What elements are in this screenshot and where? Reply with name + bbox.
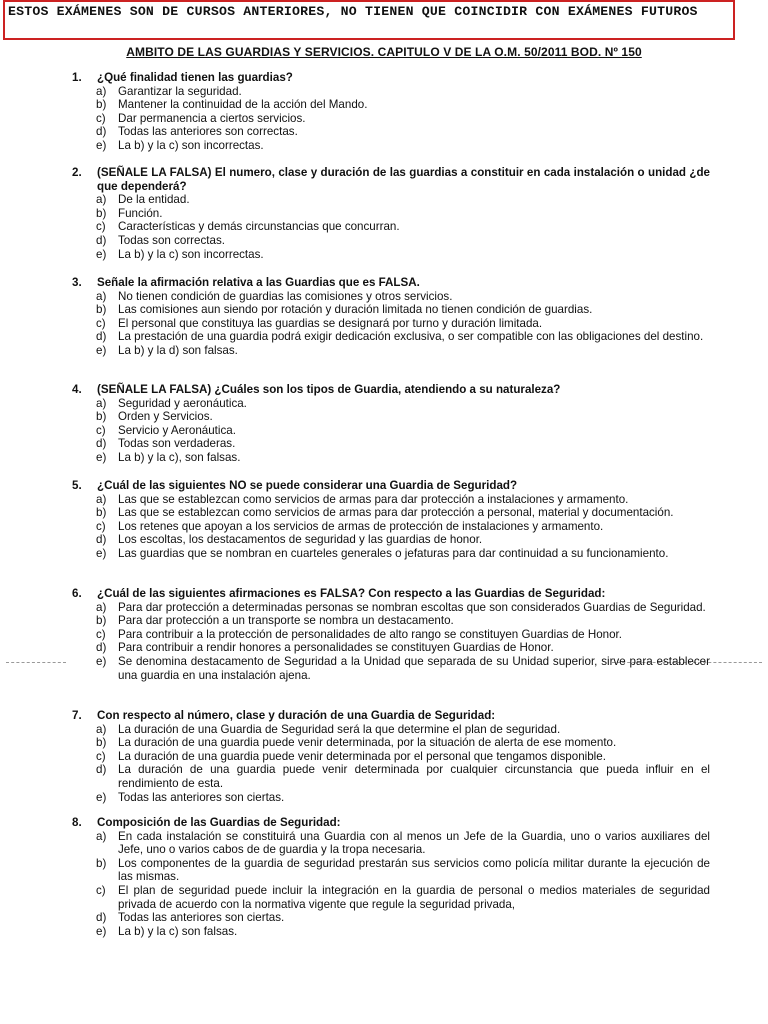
option-text: La b) y la c) son falsas.: [118, 924, 238, 938]
option-text: Todas son verdaderas.: [118, 437, 236, 451]
option-text: Todas las anteriores son ciertas.: [118, 911, 285, 925]
option-letter: b): [96, 506, 107, 520]
option-letter: d): [96, 533, 107, 547]
warning-banner: [3, 0, 735, 40]
option-letter: d): [96, 233, 107, 247]
option-letter: b): [96, 614, 107, 628]
option-letter: b): [96, 206, 107, 220]
answer-option: [0, 85, 768, 99]
option-text: Las que se establezcan como servicios de armas para dar protección a instalaciones y armamento.: [118, 492, 629, 506]
option-text: Para contribuir a rendir honores a personalidades se constituyen Guardias de Honor.: [118, 641, 554, 655]
option-letter: c): [96, 111, 106, 125]
answer-option: [0, 655, 768, 682]
option-text: Orden y Servicios.: [118, 410, 213, 424]
answer-option: [0, 736, 768, 750]
question-text: (SEÑALE LA FALSA) El numero, clase y duración de las guardias a constituir en cada instalación o unidad ¿de que dependerá?: [97, 166, 710, 193]
answer-option: [0, 193, 768, 207]
option-letter: b): [96, 410, 107, 424]
option-letter: e): [96, 924, 107, 938]
option-letter: c): [96, 423, 106, 437]
question-heading: [0, 709, 768, 723]
answer-option: [0, 925, 768, 939]
question-heading: [0, 71, 768, 85]
question-heading: [0, 816, 768, 830]
question-number: 3.: [72, 276, 82, 289]
option-letter: a): [96, 84, 107, 98]
option-text: De la entidad.: [118, 193, 190, 207]
option-letter: b): [96, 856, 107, 870]
answer-option: [0, 290, 768, 304]
option-text: La b) y la c) son incorrectas.: [118, 247, 264, 261]
answer-option: [0, 547, 768, 561]
question-text: ¿Qué finalidad tienen las guardias?: [97, 71, 293, 84]
answer-option: [0, 614, 768, 628]
option-letter: c): [96, 220, 106, 234]
option-text: Características y demás circunstancias que concurran.: [118, 220, 400, 234]
answer-option: [0, 317, 768, 331]
option-letter: a): [96, 829, 107, 843]
option-text: Se denomina destacamento de Seguridad a la Unidad que separada de su Unidad superior, sirve para establecer una guardia en una instalación ajena.: [118, 654, 710, 682]
option-letter: c): [96, 883, 106, 897]
answer-option: [0, 112, 768, 126]
option-text: En cada instalación se constituirá una Guardia con al menos un Jefe de la Guardia, uno o varios auxiliares del Jefe, uno o varios cabos de de guardia y la tropa necesaria.: [118, 829, 710, 857]
answer-option: [0, 139, 768, 153]
question-heading: [0, 166, 768, 193]
option-text: Función.: [118, 206, 163, 220]
option-text: Seguridad y aeronáutica.: [118, 396, 247, 410]
question-heading: [0, 383, 768, 397]
option-letter: a): [96, 600, 107, 614]
question-2: [0, 166, 768, 261]
option-text: Todas las anteriores son correctas.: [118, 125, 298, 139]
question-text: Composición de las Guardias de Seguridad:: [97, 816, 341, 829]
option-text: Para dar protección a determinadas personas se nombran escoltas que son considerados Guardias de Seguridad.: [118, 600, 706, 614]
question-6: [0, 587, 768, 682]
option-letter: d): [96, 641, 107, 655]
option-text: La b) y la d) son falsas.: [118, 343, 238, 357]
option-letter: c): [96, 316, 106, 330]
option-letter: b): [96, 98, 107, 112]
option-text: La b) y la c), son falsas.: [118, 450, 241, 464]
option-letter: c): [96, 749, 106, 763]
option-letter: c): [96, 627, 106, 641]
question-1: [0, 71, 768, 153]
answer-option: [0, 98, 768, 112]
answer-option: [0, 763, 768, 790]
answer-option: [0, 220, 768, 234]
option-letter: d): [96, 437, 107, 451]
answer-option: [0, 451, 768, 465]
question-text: Con respecto al número, clase y duración de una Guardia de Seguridad:: [97, 709, 496, 722]
question-4: [0, 383, 768, 465]
question-heading: [0, 479, 768, 493]
option-text: Las que se establezcan como servicios de armas para dar protección a personal, material y documentación.: [118, 506, 674, 520]
option-letter: d): [96, 330, 107, 344]
option-text: No tienen condición de guardias las comisiones y otros servicios.: [118, 289, 453, 303]
option-letter: e): [96, 343, 107, 357]
option-letter: d): [96, 911, 107, 925]
warning-text: ESTOS EXÁMENES SON DE CURSOS ANTERIORES, NO TIENEN QUE COINCIDIR CON EXÁMENES FUTUROS: [8, 4, 698, 19]
option-letter: a): [96, 289, 107, 303]
answer-option: [0, 125, 768, 139]
option-letter: e): [96, 450, 107, 464]
option-text: Garantizar la seguridad.: [118, 84, 242, 98]
answer-option: [0, 533, 768, 547]
option-letter: e): [96, 138, 107, 152]
option-letter: a): [96, 492, 107, 506]
answer-option: [0, 437, 768, 451]
option-letter: d): [96, 763, 107, 777]
answer-option: [0, 884, 768, 911]
option-text: El personal que constituya las guardias se designará por turno y duración limitada.: [118, 316, 543, 330]
answer-option: [0, 303, 768, 317]
answer-option: [0, 520, 768, 534]
option-text: Para contribuir a la protección de personalidades de alto rango se constituyen Guardias de Honor.: [118, 627, 622, 641]
question-heading: [0, 587, 768, 601]
question-text: ¿Cuál de las siguientes NO se puede considerar una Guardia de Seguridad?: [97, 479, 518, 492]
answer-option: [0, 750, 768, 764]
option-text: Los retenes que apoyan a los servicios de armas de protección de instalaciones y armamento.: [118, 519, 604, 533]
option-letter: e): [96, 247, 107, 261]
answer-option: [0, 857, 768, 884]
question-number: 8.: [72, 816, 82, 829]
answer-option: [0, 234, 768, 248]
answer-option: [0, 493, 768, 507]
answer-option: [0, 207, 768, 221]
answer-option: [0, 506, 768, 520]
page-title: AMBITO DE LAS GUARDIAS Y SERVICIOS. CAPITULO V DE LA O.M. 50/2011 BOD. Nº 150: [126, 45, 642, 59]
answer-option: [0, 830, 768, 857]
option-letter: a): [96, 722, 107, 736]
answer-option: [0, 344, 768, 358]
question-number: 6.: [72, 587, 82, 600]
option-text: La duración de una guardia puede venir determinada, por la situación de alerta de ese momento.: [118, 736, 617, 750]
answer-option: [0, 410, 768, 424]
option-text: Mantener la continuidad de la acción del Mando.: [118, 98, 368, 112]
option-letter: c): [96, 519, 106, 533]
answer-option: [0, 330, 768, 344]
answer-option: [0, 601, 768, 615]
option-text: Dar permanencia a ciertos servicios.: [118, 111, 306, 125]
option-text: Los escoltas, los destacamentos de seguridad y las guardias de honor.: [118, 533, 483, 547]
option-text: El plan de seguridad puede incluir la integración en la guardia de personal o medios materiales de seguridad privada de acuerdo con la normativa vigente que regule la seguridad privada,: [118, 883, 710, 911]
option-text: Las guardias que se nombran en cuarteles generales o jefaturas para dar continuidad a su funcionamiento.: [118, 546, 669, 560]
question-3: [0, 276, 768, 358]
answer-option: [0, 628, 768, 642]
question-5: [0, 479, 768, 561]
answer-option: [0, 248, 768, 262]
question-number: 4.: [72, 383, 82, 396]
option-letter: b): [96, 303, 107, 317]
option-text: La b) y la c) son incorrectas.: [118, 138, 264, 152]
question-number: 1.: [72, 71, 82, 84]
question-7: [0, 709, 768, 804]
option-text: Servicio y Aeronáutica.: [118, 423, 236, 437]
question-text: (SEÑALE LA FALSA) ¿Cuáles son los tipos de Guardia, atendiendo a su naturaleza?: [97, 383, 561, 396]
answer-option: [0, 424, 768, 438]
option-letter: e): [96, 790, 107, 804]
question-text: ¿Cuál de las siguientes afirmaciones es FALSA? Con respecto a las Guardias de Seguridad:: [97, 587, 606, 600]
option-text: Los componentes de la guardia de seguridad prestarán sus servicios como policía militar durante la ejecución de las mismas.: [118, 856, 710, 884]
option-letter: e): [96, 654, 107, 668]
option-text: La duración de una guardia puede venir determinada por el personal que tengamos disponible.: [118, 749, 606, 763]
question-text: Señale la afirmación relativa a las Guardias que es FALSA.: [97, 276, 420, 289]
option-letter: a): [96, 396, 107, 410]
question-number: 7.: [72, 709, 82, 722]
option-text: Todas son correctas.: [118, 233, 225, 247]
option-text: La duración de una Guardia de Seguridad será la que determine el plan de seguridad.: [118, 722, 561, 736]
option-letter: b): [96, 736, 107, 750]
option-text: Todas las anteriores son ciertas.: [118, 790, 285, 804]
option-text: Para dar protección a un transporte se nombra un destacamento.: [118, 614, 454, 628]
option-letter: a): [96, 193, 107, 207]
answer-option: [0, 791, 768, 805]
option-text: Las comisiones aun siendo por rotación y duración limitada no tienen condición de guardias.: [118, 303, 593, 317]
answer-option: [0, 397, 768, 411]
option-text: La prestación de una guardia podrá exigir dedicación exclusiva, o ser compatible con las obligaciones del destino.: [118, 330, 704, 344]
question-8: [0, 816, 768, 938]
question-number: 2.: [72, 166, 82, 179]
answer-option: [0, 641, 768, 655]
option-letter: e): [96, 546, 107, 560]
option-letter: d): [96, 125, 107, 139]
question-number: 5.: [72, 479, 82, 492]
question-heading: [0, 276, 768, 290]
option-text: La duración de una guardia puede venir determinada por cualquier circunstancia que pueda influir en el rendimiento de esta.: [118, 763, 710, 790]
answer-option: [0, 723, 768, 737]
answer-option: [0, 911, 768, 925]
